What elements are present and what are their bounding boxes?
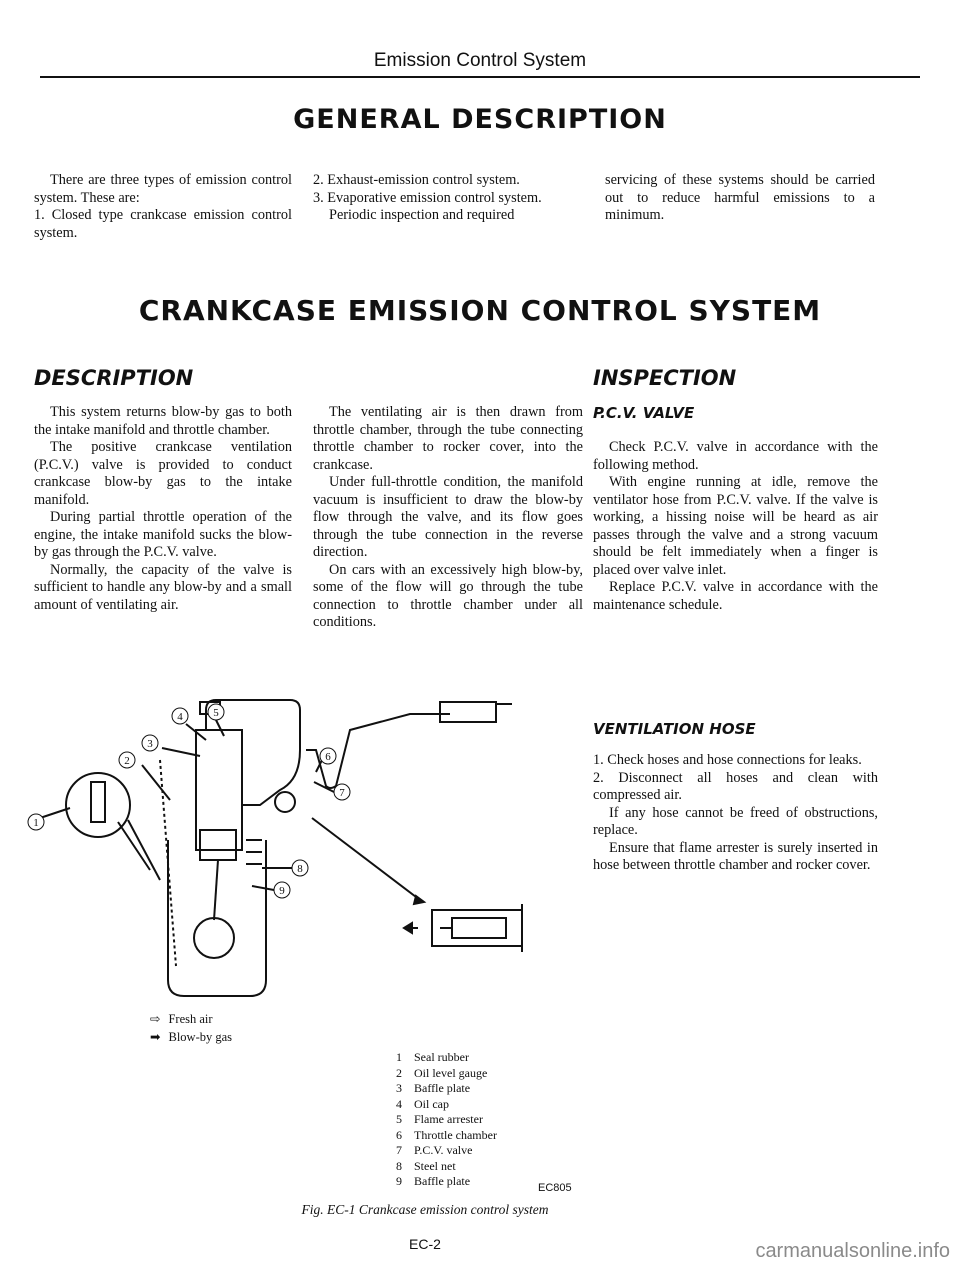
callout-4: [172, 708, 188, 724]
description-heading: DESCRIPTION: [34, 366, 194, 390]
legend-item: 4 Oil cap: [396, 1096, 449, 1111]
general-col-3: [605, 172, 875, 225]
ventilation-hose-heading: VENTILATION HOSE: [593, 720, 756, 738]
paragraph: servicing of these systems should be carried out to reduce harmful emissions to a minimum.: [605, 172, 875, 223]
paragraph: 1. Check hoses and hose connections for leaks.: [593, 752, 862, 768]
callout-8: [292, 860, 308, 876]
paragraph: 1. Closed type crankcase emission control system.: [34, 207, 292, 241]
callout-9: [274, 882, 290, 898]
legend-item: 2 Oil level gauge: [396, 1065, 488, 1080]
paragraph: Normally, the capacity of the valve is sufficient to handle any blow-by and a small amount of ventilating air.: [34, 561, 292, 613]
svg-text:6: 6: [325, 751, 331, 763]
description-col-2: [313, 404, 583, 632]
solid-arrow-icon: ➡: [150, 1030, 161, 1044]
svg-text:4: 4: [177, 711, 183, 723]
paragraph: This system returns blow-by gas to both the intake manifold and throttle chamber.: [34, 404, 292, 438]
svg-text:1: 1: [33, 817, 39, 829]
callout-1: [28, 814, 44, 830]
piston: [200, 830, 236, 860]
throttle-chamber-shape: [440, 702, 496, 722]
legend-item: 1 Seal rubber: [396, 1050, 469, 1064]
callout-7: [334, 784, 350, 800]
legend-item: 5 Flame arrester: [396, 1112, 483, 1126]
section-title: CRANKCASE EMISSION CONTROL SYSTEM: [138, 294, 822, 327]
steel-net-shape: [246, 840, 262, 864]
general-col-2: [313, 172, 583, 225]
paragraph: Replace P.C.V. valve in accordance with the maintenance schedule.: [593, 579, 878, 613]
paragraph: Periodic inspection and required: [329, 207, 515, 223]
paragraph: Under full-throttle condition, the manifold vacuum is insufficient to draw the blow-by flow through the valve, and its flow goes through the tube connection in the reverse direction.: [313, 474, 583, 560]
intake-manifold: [242, 750, 300, 805]
svg-text:9: 9: [279, 885, 285, 897]
paragraph: Check P.C.V. valve in accordance with the following method.: [593, 439, 878, 473]
paragraph: If any hose cannot be freed of obstructions, replace.: [593, 804, 878, 838]
svg-text:5: 5: [213, 707, 219, 719]
legend-item: 7 P.C.V. valve: [396, 1143, 473, 1157]
svg-text:8: 8: [297, 863, 303, 875]
pcv-valve-text: [593, 439, 878, 614]
general-col-1: [34, 172, 292, 242]
paragraph: 3. Evaporative emission control system.: [313, 189, 542, 206]
crankshaft: [194, 918, 234, 958]
legend-item: 8 Steel net: [396, 1158, 456, 1173]
figure-legend: [396, 1050, 497, 1190]
callout-6: [320, 748, 336, 764]
paragraph: Ensure that flame arrester is surely inserted in hose between throttle chamber and rocker cover.: [593, 839, 878, 873]
ventilation-hose-text: [593, 752, 878, 875]
description-col-1: [34, 404, 292, 614]
svg-text:2: 2: [124, 755, 130, 767]
page-number: EC-2: [409, 1236, 441, 1252]
header-rule: [40, 76, 920, 78]
paragraph: During partial throttle operation of the engine, the intake manifold sucks the blow-by gas through the P.C.V. valve.: [34, 509, 292, 560]
pcv-valve-shape: [275, 792, 295, 812]
crankcase-system-diagram: [0, 690, 590, 1020]
paragraph: With engine running at idle, remove the ventilator hose from P.C.V. valve. If the valve is working, a hissing noise will be heard as air passes through the valve and a strong vacuum should be felt immediately when a finger is placed over valve inlet.: [593, 474, 878, 578]
legend-item: 9 Baffle plate: [396, 1174, 471, 1188]
legend-item-blow-by-gas: ➡ Blow-by gas: [150, 1030, 233, 1044]
legend-item: 3 Baffle plate: [396, 1081, 471, 1095]
figure-caption: Fig. EC-1 Crankcase emission control system: [301, 1202, 549, 1217]
paragraph: The positive crankcase ventilation (P.C.V.) valve is provided to conduct crankcase blow-by gas to the intake manifold.: [34, 439, 292, 508]
legend-item-fresh-air: ⇨ Fresh air: [150, 1012, 213, 1026]
paragraph: On cars with an excessively high blow-by, some of the flow will go through the tube connection to throttle chamber under all conditions.: [313, 561, 583, 630]
hollow-arrow-icon: ⇨: [150, 1012, 161, 1026]
legend-item: 6 Throttle chamber: [396, 1127, 497, 1142]
arrow-legend: [150, 1010, 232, 1046]
svg-text:7: 7: [339, 787, 345, 799]
paragraph: 2. Exhaust-emission control system.: [313, 172, 520, 188]
svg-text:3: 3: [147, 738, 153, 750]
connecting-rod: [214, 860, 218, 920]
callout-5: [208, 704, 224, 720]
inspection-heading: INSPECTION: [593, 366, 737, 390]
callout-3: [142, 735, 158, 751]
figure-code: EC805: [538, 1182, 572, 1194]
paragraph: There are three types of emission control system. These are:: [34, 172, 292, 206]
paragraph: The ventilating air is then drawn from throttle chamber, through the tube connecting throttle chamber to rocker cover, into the crankcase.: [313, 404, 583, 473]
watermark: carmanualsonline.info: [755, 1240, 950, 1262]
callout-2: [119, 752, 135, 768]
pcv-valve-heading: P.C.V. VALVE: [593, 404, 695, 422]
paragraph: 2. Disconnect all hoses and clean with compressed air.: [593, 769, 878, 803]
page-title: GENERAL DESCRIPTION: [293, 104, 667, 135]
running-head: Emission Control System: [373, 50, 587, 71]
